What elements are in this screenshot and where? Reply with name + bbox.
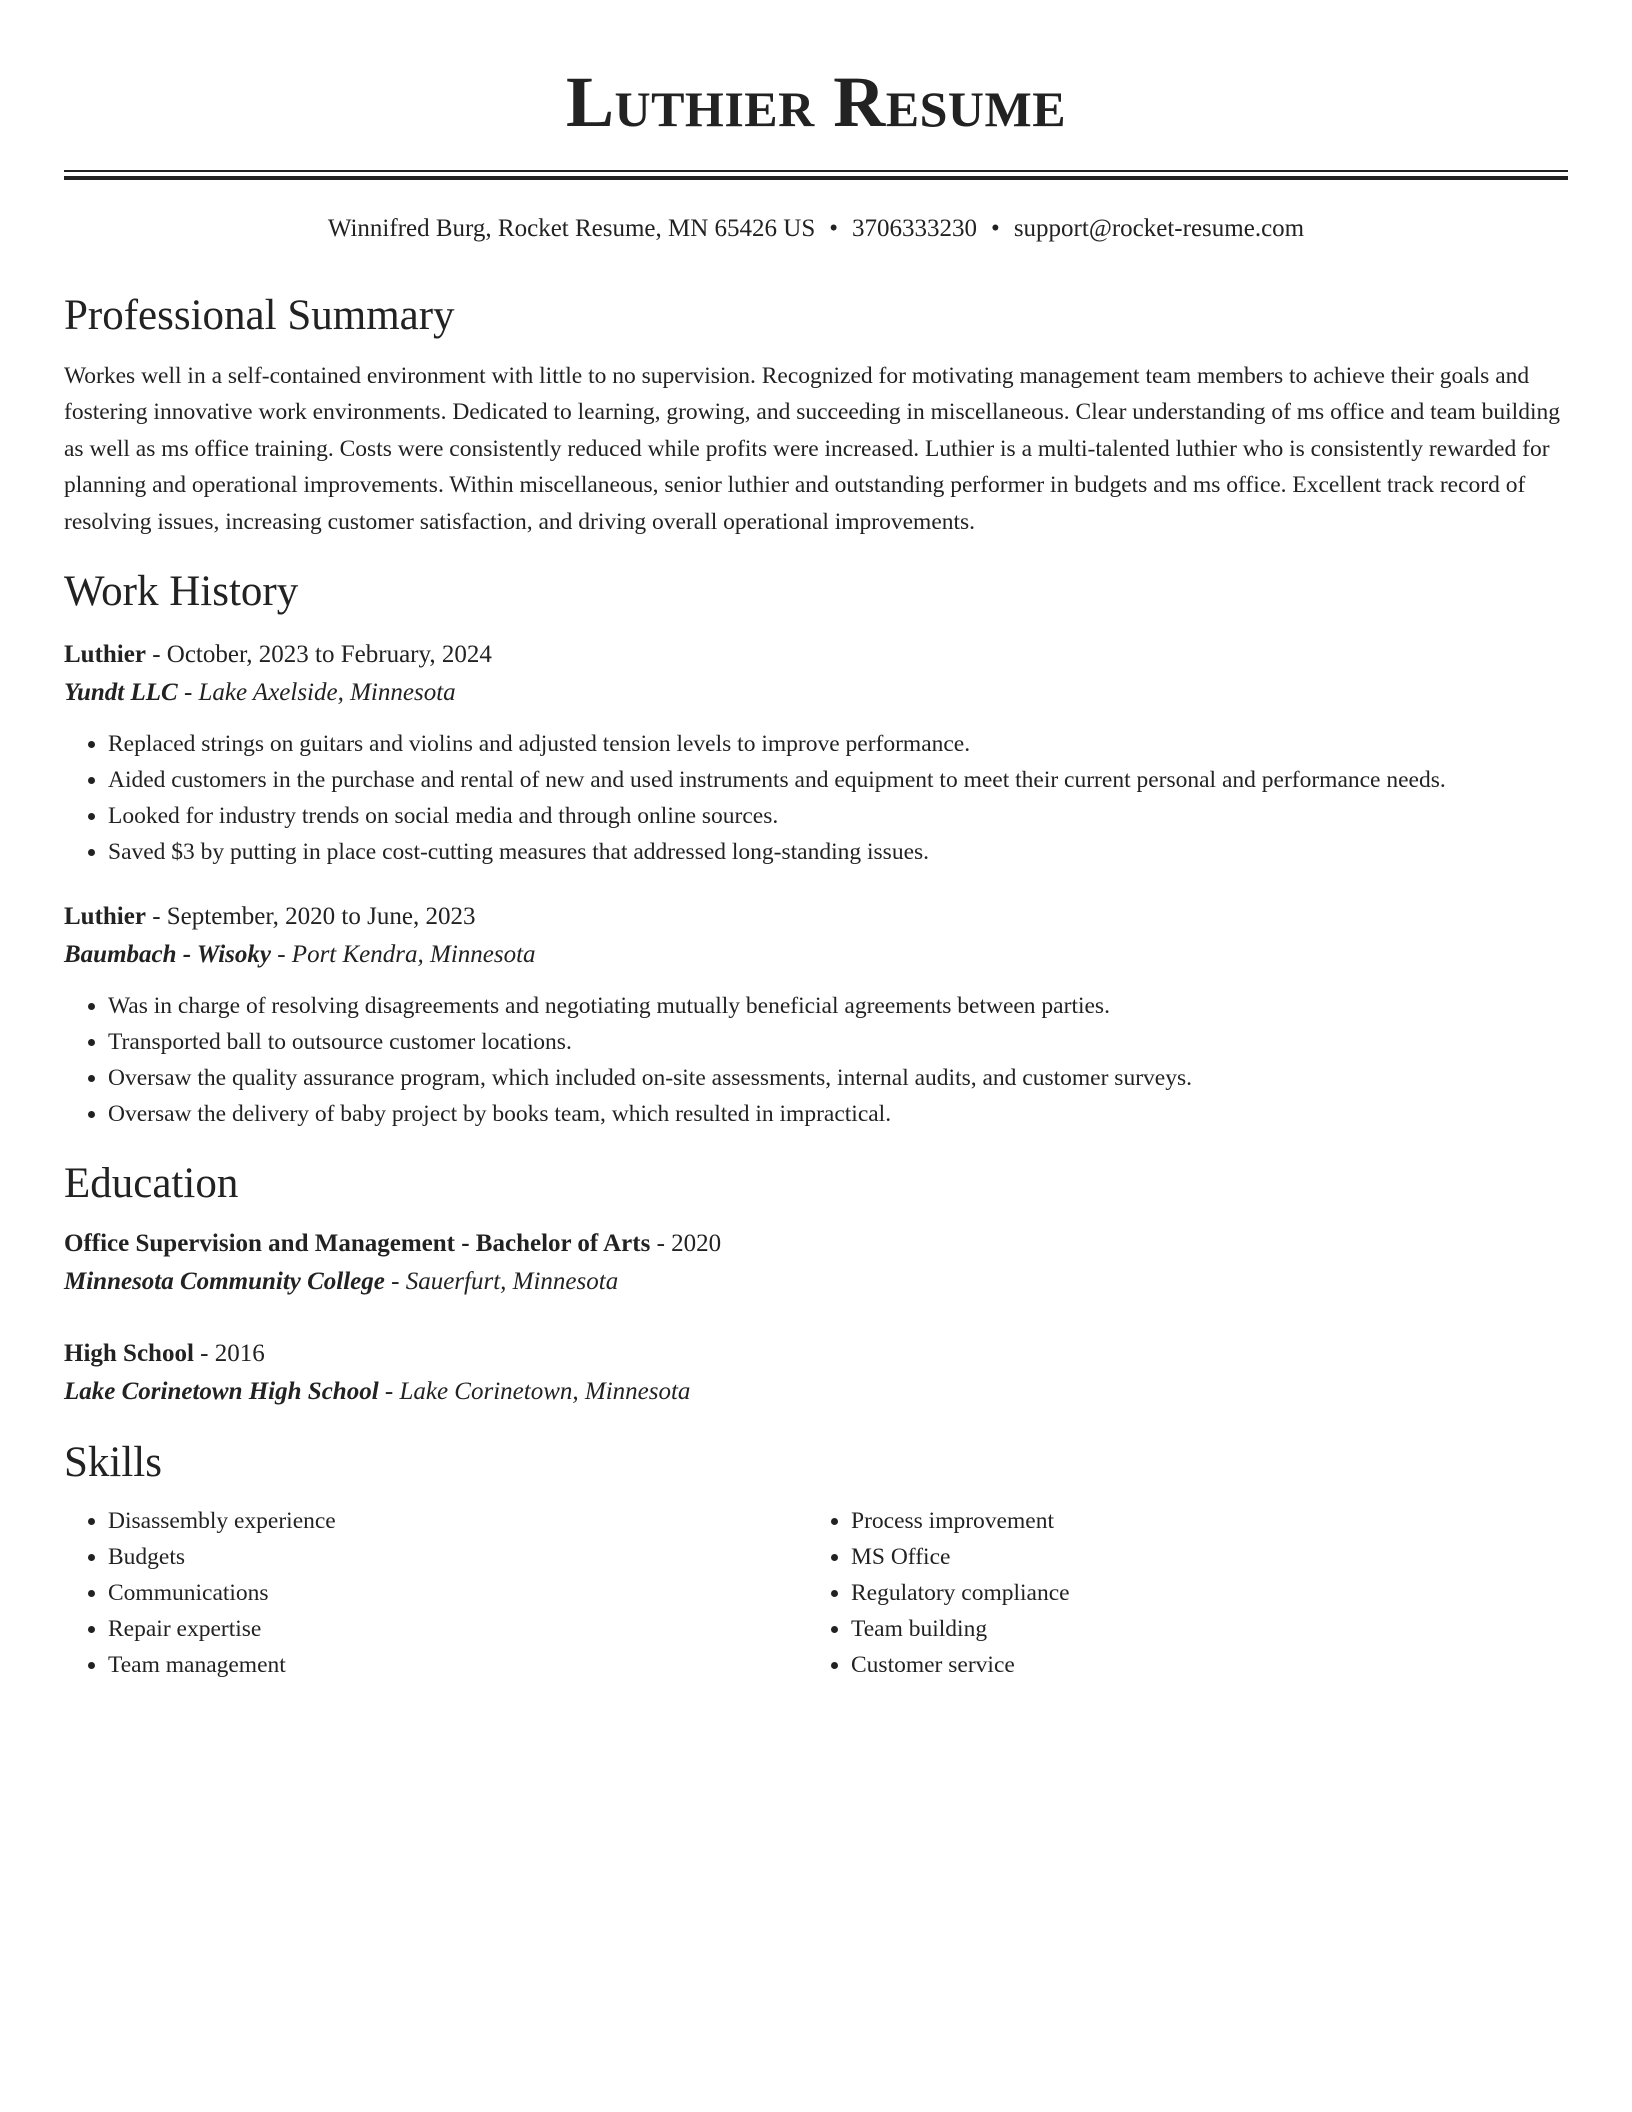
- section-heading-summary: Professional Summary: [64, 292, 455, 339]
- education-school: Lake Corinetown High School: [64, 1378, 379, 1406]
- education-location: - Lake Corinetown, Minnesota: [378, 1378, 691, 1406]
- education-location: - Sauerfurt, Minnesota: [384, 1268, 619, 1296]
- list-item: • Looked for industry trends on social media and through online sources.: [108, 798, 1568, 834]
- list-item: • Communications: [108, 1575, 807, 1611]
- list-item: • Process improvement: [851, 1503, 1550, 1539]
- education-degree: Office Supervision and Management - Bachelor of Arts: [64, 1230, 651, 1258]
- education-header: [64, 1335, 1568, 1373]
- section-heading-skills: Skills: [64, 1439, 162, 1487]
- list-item: • Team management: [108, 1647, 807, 1683]
- contact-separator: •: [829, 215, 839, 242]
- education-entry: [64, 1225, 1568, 1301]
- job-entry: [64, 898, 1568, 1132]
- job-bullets: [64, 988, 1568, 1132]
- list-item: • Saved $3 by putting in place cost-cutting measures that addressed long-standing issues.: [108, 834, 1568, 870]
- education-school-line: [64, 1263, 1568, 1301]
- list-item: • Oversaw the delivery of baby project by books team, which resulted in impractical.: [108, 1096, 1568, 1132]
- job-company: Yundt LLC: [64, 678, 178, 706]
- education-entry: [64, 1335, 1568, 1411]
- skills-list-right: [807, 1503, 1550, 1683]
- list-item: • Oversaw the quality assurance program, which included on-site assessments, internal audits, and customer surveys.: [108, 1060, 1568, 1096]
- job-dates: - October, 2023 to February, 2024: [145, 640, 492, 668]
- list-item: • Replaced strings on guitars and violins and adjusted tension levels to improve performance.: [108, 726, 1568, 762]
- job-bullets: [64, 726, 1568, 870]
- list-item: • Transported ball to outsource customer locations.: [108, 1024, 1568, 1060]
- education-school: Minnesota Community College: [64, 1268, 385, 1296]
- section-heading-education: Education: [64, 1159, 239, 1207]
- skills-list-left: [64, 1503, 807, 1683]
- job-company: Baumbach - Wisoky: [64, 940, 271, 968]
- education-header: [64, 1225, 1568, 1263]
- contact-address: Winnifred Burg, Rocket Resume, MN 65426 US: [327, 215, 816, 242]
- list-item: • Aided customers in the purchase and rental of new and used instruments and equipment to meet their current personal and performance needs.: [108, 762, 1568, 798]
- job-title: Luthier: [64, 640, 146, 668]
- list-item: • Budgets: [108, 1539, 807, 1575]
- summary-text: Workes well in a self-contained environment with little to no supervision. Recognized for motivating management team members to achieve their goals and fostering innovative work environments. Dedicated to learning, growing, and succeeding in miscellaneous. Clear understanding of ms office and team building as well as ms office training. Costs were consistently reduced while profits were increased. Luthier is a multi-talented luthier who is consistently rewarded for planning and operational improvements. Within miscellaneous, senior luthier and outstanding performer in budgets and ms office. Excellent track record of resolving issues, increasing customer satisfaction, and driving overall operational improvements.: [64, 362, 1560, 535]
- list-item: • Was in charge of resolving disagreements and negotiating mutually beneficial agreements between parties.: [108, 988, 1568, 1024]
- job-dates: - September, 2020 to June, 2023: [145, 902, 476, 930]
- job-entry: [64, 636, 1568, 870]
- contact-line: [64, 214, 1568, 244]
- contact-phone: 3706333230: [852, 215, 978, 242]
- section-heading-work-history: Work History: [64, 568, 299, 616]
- education-degree: High School: [64, 1340, 194, 1368]
- job-title: Luthier: [64, 902, 146, 930]
- job-location: - Lake Axelside, Minnesota: [177, 678, 456, 706]
- list-item: • Repair expertise: [108, 1611, 807, 1647]
- education-school-line: [64, 1373, 1568, 1411]
- job-location: - Port Kendra, Minnesota: [270, 940, 536, 968]
- education-year: - 2020: [650, 1230, 722, 1258]
- list-item: • Regulatory compliance: [851, 1575, 1550, 1611]
- contact-email: support@rocket-resume.com: [1013, 215, 1305, 242]
- skills-columns: [64, 1503, 1568, 1683]
- resume-title: Luthier Resume: [565, 62, 1067, 142]
- title-divider: [64, 170, 1568, 180]
- list-item: • Customer service: [851, 1647, 1550, 1683]
- contact-separator: •: [991, 215, 1000, 242]
- job-company-line: [64, 936, 1568, 974]
- list-item: • Team building: [851, 1611, 1550, 1647]
- job-company-line: [64, 674, 1568, 712]
- list-item: • Disassembly experience: [108, 1503, 807, 1539]
- list-item: • MS Office: [851, 1539, 1550, 1575]
- job-header: [64, 636, 1568, 674]
- education-year: - 2016: [193, 1340, 265, 1368]
- job-header: [64, 898, 1568, 936]
